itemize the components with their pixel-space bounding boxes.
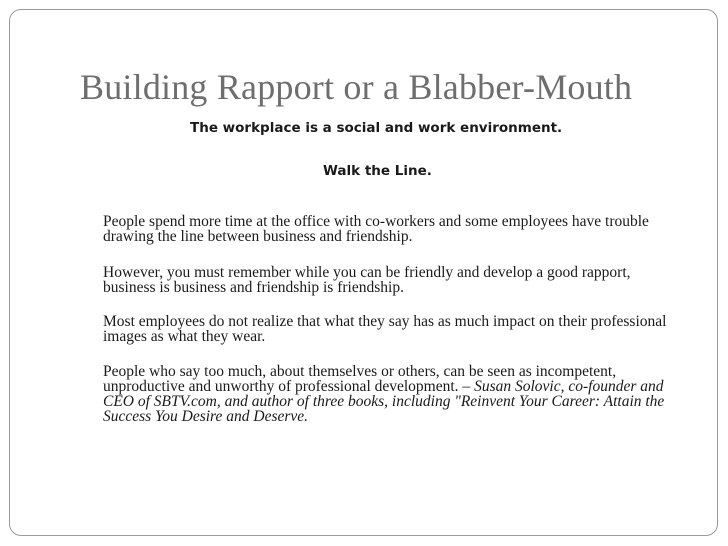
slide-title: Building Rapport or a Blabber-Mouth <box>80 67 633 107</box>
body-paragraph-2: However, you must remember while you can be friendly and develop a good rapport, business is business and friendship is friendship. <box>103 264 631 296</box>
slide-subtitle: The workplace is a social and work environment. <box>190 120 563 136</box>
quote-attribution: Susan Solovic, co-founder and CEO of SBTV.com, and author of three books, including "Reinvent Your Career: Attain the Success You Desire and Deserve. <box>103 378 665 425</box>
slide-tagline: Walk the Line. <box>323 163 432 179</box>
body-paragraph-3: Most employees do not realize that what they say has as much impact on their professional images as what they wear. <box>103 313 667 345</box>
body-paragraph-1: People spend more time at the office with co-workers and some employees have trouble drawing the line between business and friendship. <box>103 213 649 245</box>
quote-paragraph <box>103 364 683 424</box>
quote-text: People who say too much, about themselves or others, can be seen as incompetent, unproductive and unworthy of professional development. – <box>103 363 617 395</box>
